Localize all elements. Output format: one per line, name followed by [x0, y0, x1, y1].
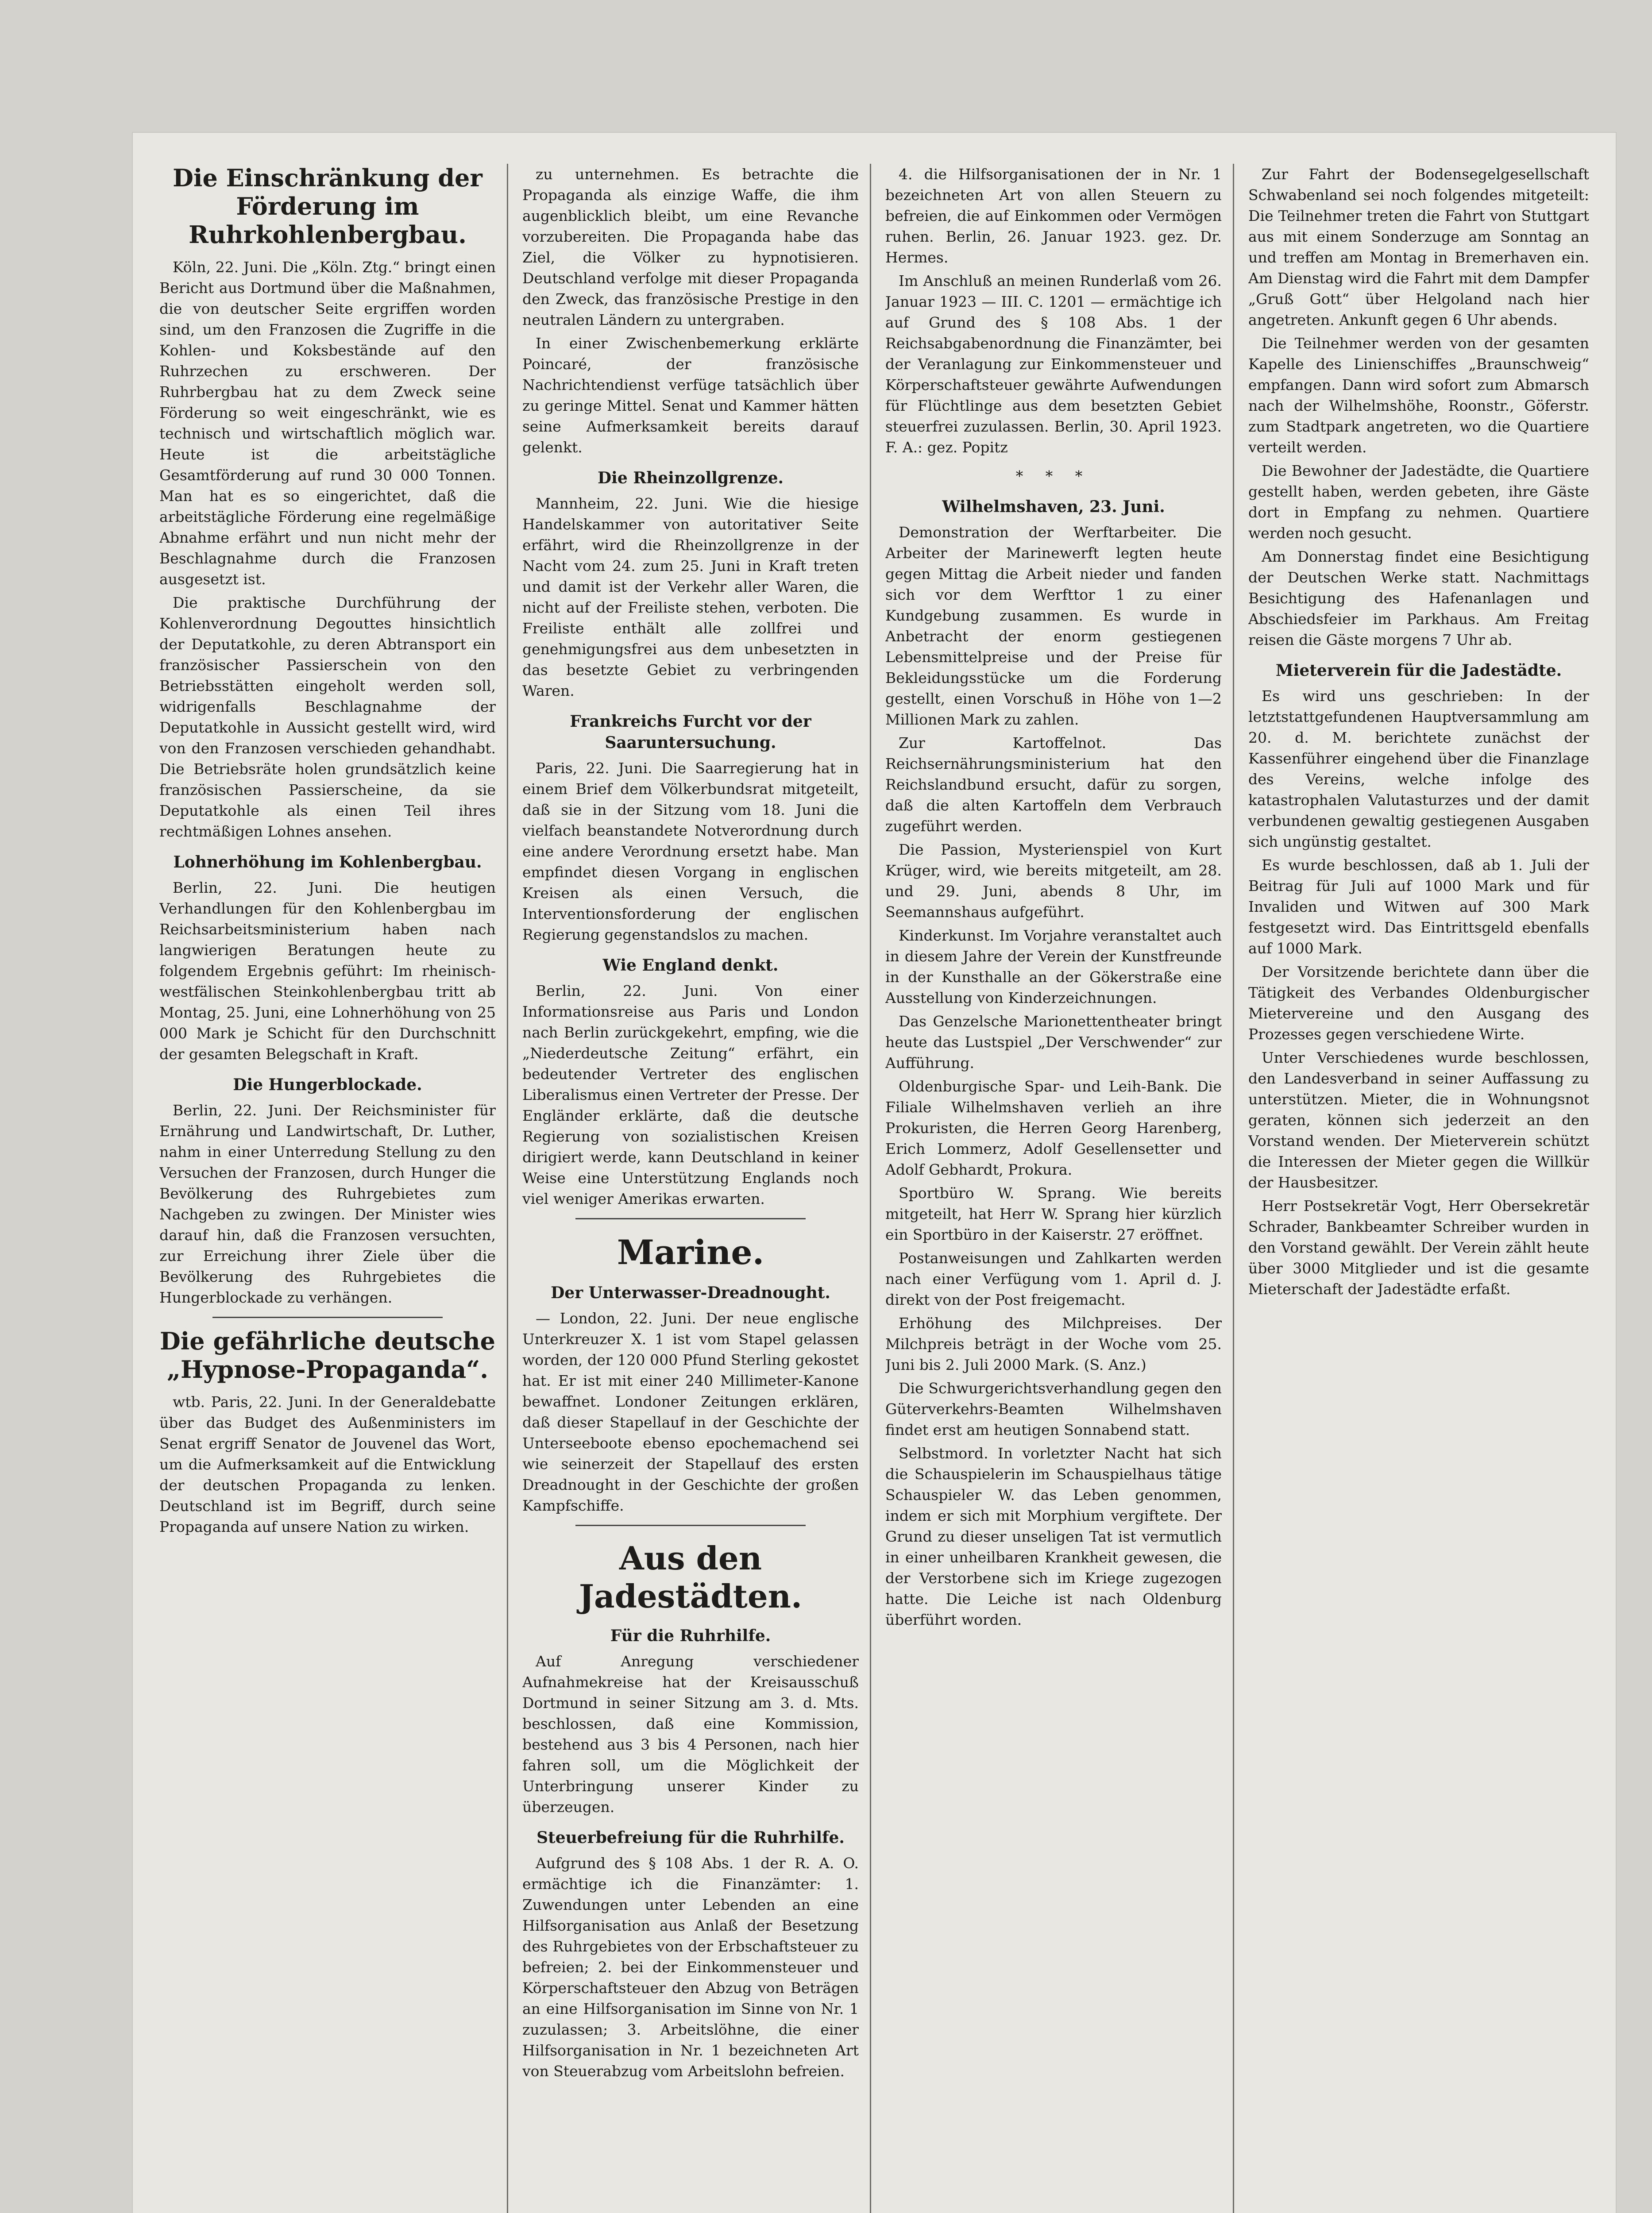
dateline: Wilhelmshaven, 23. Juni. — [942, 497, 1165, 516]
paragraph: In einer Zwischenbemerkung erklärte Poincaré, der französische Nachrichtendienst verfüge tatsächlich über zu geringe Mittel. Senat und Kammer hätten seine Aufmerksamkeit bereits darauf gelenkt. — [522, 335, 859, 456]
paragraph: Demonstration der Werftarbeiter. Die Arbeiter der Marinewerft legten heute gegen Mittag die Arbeit nieder und fanden sich vor dem Werfttor 1 zu einer Kundgebung zusammen. Es wurde in Anbetracht der enorm gestiegenen Lebensmittelpreise und der Preise für Bekleidungsstücke um die Forderung gestellt, einen Vorschuß in Höhe von 1—2 Millionen Mark zu zahlen. — [885, 524, 1222, 728]
paragraph: Im Anschluß an meinen Runderlaß vom 26. Januar 1923 — III. C. 1201 — ermächtige ich auf Grund des § 108 Abs. 1 der Reichsabgabenordnung die Finanzämter, bei der Veranlagung zur Einkommensteuer und Körperschaftsteuer gewährte Aufwendungen für Flüchtlinge aus dem besetzten Gebiet steuerfrei zuzulassen. Berlin, 30. April 1923. F. A.: gez. Popitz — [885, 272, 1222, 456]
column-1 — [159, 164, 496, 2213]
column-4 — [1248, 164, 1589, 2213]
divider — [575, 1218, 806, 1219]
paragraph: Paris, 22. Juni. Die Saarregierung hat in einem Brief dem Völkerbundsrat mitgeteilt, daß sie in der Sitzung vom 18. Juni die vielfach beanstandete Notverordnung durch eine andere Verordnung ersetzt habe. Man empfindet diesen Vorgang in englischen Kreisen als einen Versuch, die Interventionsforderung der englischen Regierung gegenstandslos zu machen. — [522, 760, 859, 943]
paragraph: Sportbüro W. Sprang. Wie bereits mitgeteilt, hat Herr W. Sprang hier kürzlich ein Sportbüro in der Kaiserstr. 27 eröffnet. — [885, 1184, 1222, 1243]
paragraph: — London, 22. Juni. Der neue englische Unterkreuzer X. 1 ist vom Stapel gelassen worden, der 120 000 Pfund Sterling gekostet hat. Er ist mit einer 240 Millimeter-Kanone bewaffnet. Londoner Zeitungen erklären, daß dieser Stapellauf in der Geschichte der Unterseeboote ebenso epochemachend sei wie seinerzeit der Stapellauf des ersten Dreadnought in der Geschichte der großen Kampfschiffe. — [522, 1310, 859, 1514]
paragraph: Erhöhung des Milchpreises. Der Milchpreis beträgt in der Woche vom 25. Juni bis 2. Juli 2000 Mark. (S. Anz.) — [885, 1315, 1222, 1373]
column-2 — [522, 164, 859, 2213]
paragraph: Die Teilnehmer werden von der gesamten Kapelle des Linienschiffes „Braunschweig“ empfangen. Dann wird sofort zum Abmarsch nach der Wilhelmshöhe, Roonstr., Göferstr. zum Stadtpark angetreten, wo die Quartiere verteilt werden. — [1248, 335, 1589, 456]
article-title: Die Einschränkung der Förderung im Ruhrkohlenbergbau. — [173, 164, 482, 249]
paragraph: Am Donnerstag findet eine Besichtigung der Deutschen Werke statt. Nachmittags Besichtigung des Hafenanlagen und Abschiedsfeier im Parkhaus. Am Freitag reisen die Gäste morgens 7 Uhr ab. — [1248, 548, 1589, 648]
paragraph: Selbstmord. In vorletzter Nacht hat sich die Schauspielerin im Schauspielhaus tätige Schauspieler W. das Leben genommen, indem er sich mit Morphium vergiftete. Der Grund zu dieser unseligen Tat ist vermutlich in einer unheilbaren Krankheit gewesen, die der Verstorbene sich im Kriege zugezogen hatte. Die Leiche ist nach Oldenburg überführt worden. — [885, 1445, 1222, 1628]
paragraph: Zur Kartoffelnot. Das Reichsernährungsministerium hat den Reichslandbund ersucht, dafür zu sorgen, daß die alten Kartoffeln dem Verbrauch zugeführt werden. — [885, 734, 1222, 835]
section-heading: Mieterverein für die Jadestädte. — [1275, 661, 1562, 680]
marine-heading: Marine. — [617, 1233, 764, 1272]
paragraph: Zur Fahrt der Bodensegelgesellschaft Schwabenland sei noch folgendes mitgeteilt: Die Teilnehmer treten die Fahrt von Stuttgart aus mit einem Sonderzuge am Sonntag an und treffen am Montag in Bremerhaven ein. Am Dienstag wird die Fahrt mit dem Dampfer „Gruß Gott“ über Helgoland nach hier angetreten. Ankunft gegen 6 Uhr abends. — [1248, 166, 1589, 328]
jadestaedte-heading: Aus den Jadestädten. — [579, 1539, 803, 1615]
paragraph: Berlin, 22. Juni. Von einer Informationsreise aus Paris und London nach Berlin zurückgekehrt, empfing, wie die „Niederdeutsche Zeitung“ erfährt, ein bedeutender Vertreter des englischen Liberalismus einen Vertreter der Presse. Der Engländer erklärte, daß die deutsche Regierung von sozialistischen Kreisen dirigiert werde, kann Deutschland in keiner Weise eine Unterstützung Englands noch viel weniger Amerikas erwarten. — [522, 982, 859, 1207]
article-title: Die gefährliche deutsche „Hypnose-Propaganda“. — [159, 1327, 496, 1384]
paragraph: Unter Verschiedenes wurde beschlossen, den Landesverband in seiner Auffassung zu unterstützen. Mieter, die in Wohnungsnot geraten, können sich jederzeit an den Vorstand wenden. Der Mieterverein schützt die Interessen der Mieter gegen die Willkür der Hausbesitzer. — [1248, 1049, 1589, 1191]
paragraph: Köln, 22. Juni. Die „Köln. Ztg.“ bringt einen Bericht aus Dortmund über die Maßnahmen, die von deutscher Seite ergriffen worden sind, um den Franzosen die Zugriffe in die Kohlen- und Koksbestände auf den Ruhrzechen zu erschweren. Der Ruhrbergbau hat zu dem Zweck seine Förderung so weit eingeschränkt, wie es technisch und wirtschaftlich möglich war. Heute ist die arbeitstägliche Gesamtförderung auf rund 30 000 Tonnen. Man hat es so eingerichtet, daß die arbeitstägliche Förderung eine regelmäßige Abnahme erfährt und nun nicht mehr der Beschlagnahme durch die Franzosen ausgesetzt ist. — [159, 258, 496, 588]
section-heading: Die Hungerblockade. — [233, 1076, 422, 1094]
section-heading: Lohnerhöhung im Kohlenbergbau. — [173, 853, 482, 871]
paragraph: Oldenburgische Spar- und Leih-Bank. Die Filiale Wilhelmshaven verlieh an ihre Prokuristen, die Herren Georg Harenberg, Erich Lommerz, Adolf Gesellensetter und Adolf Gebhardt, Prokura. — [885, 1078, 1222, 1178]
newspaper-page — [133, 133, 1616, 2213]
paragraph: wtb. Paris, 22. Juni. In der Generaldebatte über das Budget des Außenministers im Senat ergriff Senator de Jouvenel das Wort, um die Aufmerksamkeit auf die Entwicklung der deutschen Propaganda zu lenken. Deutschland ist im Begriff, durch seine Propaganda auf unsere Nation zu wirken. — [159, 1393, 496, 1535]
paragraph: 4. die Hilfsorganisationen der in Nr. 1 bezeichneten Art von allen Steuern zu befreien, die auf Einkommen oder Vermögen ruhen. Berlin, 26. Januar 1923. gez. Dr. Hermes. — [885, 166, 1222, 266]
section-heading: Frankreichs Furcht vor der Saaruntersuchung. — [570, 712, 811, 752]
paragraph: Die Bewohner der Jadestädte, die Quartiere gestellt haben, werden gebeten, ihre Gäste dort in Empfang zu nehmen. Quartiere werden noch gesucht. — [1248, 462, 1589, 542]
paragraph: Herr Postsekretär Vogt, Herr Obersekretär Schrader, Bankbeamter Schreiber wurden in den Vorstand gewählt. Der Verein zählt heute über 3000 Mitglieder und ist die gesamte Mieterschaft der Jadestädte erfaßt. — [1248, 1197, 1589, 1298]
paragraph: Postanweisungen und Zahlkarten werden nach einer Verfügung vom 1. April d. J. direkt von der Post freigemacht. — [885, 1249, 1222, 1308]
paragraph: Berlin, 22. Juni. Die heutigen Verhandlungen für den Kohlenbergbau im Reichsarbeitsministerium haben nach langwierigen Beratungen heute zu folgendem Ergebnis geführt: Im rheinisch-westfälischen Steinkohlenbergbau tritt ab Montag, 25. Juni, eine Lohnerhöhung von 25 000 Mark je Schicht für den Durchschnitt der gesamten Belegschaft in Kraft. — [159, 879, 496, 1063]
divider — [212, 1317, 443, 1318]
paragraph: zu unternehmen. Es betrachte die Propaganda als einzige Waffe, die ihm augenblicklich bleibt, um eine Revanche vorzubereiten. Die Propaganda habe das Ziel, die Völker zu hypnotisieren. Deutschland verfolge mit dieser Propaganda den Zweck, das französische Prestige in den neutralen Ländern zu untergraben. — [522, 166, 859, 328]
paragraph: Die Schwurgerichtsverhandlung gegen den Güterverkehrs-Beamten Wilhelmshaven findet erst am heutigen Sonnabend statt. — [885, 1380, 1222, 1438]
paragraph: Die praktische Durchführung der Kohlenverordnung Degouttes hinsichtlich der Deputatkohle, zu deren Abtransport ein französischer Passierschein von den Betriebsstätten eingeholt werden soll, widrigenfalls Beschlagnahme der Deputatkohle in Aussicht gestellt wird, wird von den Franzosen verschieden gehandhabt. Die Betriebsräte holen grundsätzlich keine französischen Passierscheine, da sie Deputatkohle als einen Teil ihres rechtmäßigen Lohnes ansehen. — [159, 594, 496, 840]
column-rule — [870, 164, 871, 2213]
separator-stars: * * * — [1015, 467, 1092, 485]
paragraph: Mannheim, 22. Juni. Wie die hiesige Handelskammer von autoritativer Seite erfährt, wird die Rheinzollgrenze in der Nacht vom 24. zum 25. Juni in Kraft treten und damit ist der Verkehr aller Waren, die nicht auf der Freiliste stehen, verboten. Die Freiliste enthält alle zollfrei und genehmigungsfrei aus dem unbesetzten in das besetzte Gebiet zu verbringenden Waren. — [522, 495, 859, 699]
section-heading: Für die Ruhrhilfe. — [610, 1627, 771, 1645]
paragraph: Kinderkunst. Im Vorjahre veranstaltet auch in diesem Jahre der Verein der Kunstfreunde in der Kunsthalle an der Gökerstraße eine Ausstellung von Kinderzeichnungen. — [885, 927, 1222, 1006]
paragraph: Das Genzelsche Marionettentheater bringt heute das Lustspiel „Der Verschwender“ zur Aufführung. — [885, 1013, 1222, 1072]
section-heading: Steuerbefreiung für die Ruhrhilfe. — [537, 1828, 845, 1847]
section-heading: Die Rheinzollgrenze. — [597, 469, 784, 487]
paragraph: Es wurde beschlossen, daß ab 1. Juli der Beitrag für Juli auf 1000 Mark und für Invaliden und Witwen auf 300 Mark festgesetzt wird. Das Eintrittsgeld ebenfalls auf 1000 Mark. — [1248, 856, 1589, 957]
section-heading: Der Unterwasser-Dreadnought. — [551, 1284, 830, 1302]
paragraph: Es wird uns geschrieben: In der letztstattgefundenen Hauptversammlung am 20. d. M. berichtete zunächst der Kassenführer eingehend über die Finanzlage des Vereins, welche infolge des katastrophalen Valutasturzes und der damit verbundenen gewaltig gestiegenen Ausgaben sich ungünstig gestaltet. — [1248, 687, 1589, 850]
column-rule — [507, 164, 508, 2213]
divider — [575, 1525, 806, 1526]
paragraph: Aufgrund des § 108 Abs. 1 der R. A. O. ermächtige ich die Finanzämter: 1. Zuwendungen unter Lebenden an eine Hilfsorganisation aus Anlaß der Besetzung des Ruhrgebietes von der Erbschaftsteuer zu befreien; 2. bei der Einkommensteuer und Körperschaftsteuer den Abzug von Beträgen an eine Hilfsorganisation im Sinne von Nr. 1 zuzulassen; 3. Arbeitslöhne, die einer Hilfsorganisation in Nr. 1 bezeichneten Art von Steuerabzug vom Arbeitslohn befreien. — [522, 1854, 859, 2080]
paragraph: Die Passion, Mysterienspiel von Kurt Krüger, wird, wie bereits mitgeteilt, am 28. und 29. Juni, abends 8 Uhr, im Seemannshaus aufgeführt. — [885, 841, 1222, 921]
column-rule — [1233, 164, 1234, 2213]
paragraph: Berlin, 22. Juni. Der Reichsminister für Ernährung und Landwirtschaft, Dr. Luther, nahm in einer Unterredung Stellung zu den Versuchen der Franzosen, durch Hunger die Bevölkerung des Ruhrgebietes zum Nachgeben zu zwingen. Der Minister wies darauf hin, daß die Franzosen versuchten, zur Erreichung ihrer Ziele über die Bevölkerung des Ruhrgebietes die Hungerblockade zu verhängen. — [159, 1102, 496, 1306]
column-3 — [885, 164, 1222, 2213]
section-heading: Wie England denkt. — [602, 956, 779, 975]
paragraph: Der Vorsitzende berichtete dann über die Tätigkeit des Verbandes Oldenburgischer Mietervereine und den Ausgang des Prozesses gegen verschiedene Wirte. — [1248, 963, 1589, 1043]
paragraph: Auf Anregung verschiedener Aufnahmekreise hat der Kreisausschuß Dortmund in seiner Sitzung am 3. d. Mts. beschlossen, daß eine Kommission, bestehend aus 3 bis 4 Personen, nach hier fahren soll, um die Möglichkeit der Unterbringung unserer Kinder zu überzeugen. — [522, 1653, 859, 1816]
